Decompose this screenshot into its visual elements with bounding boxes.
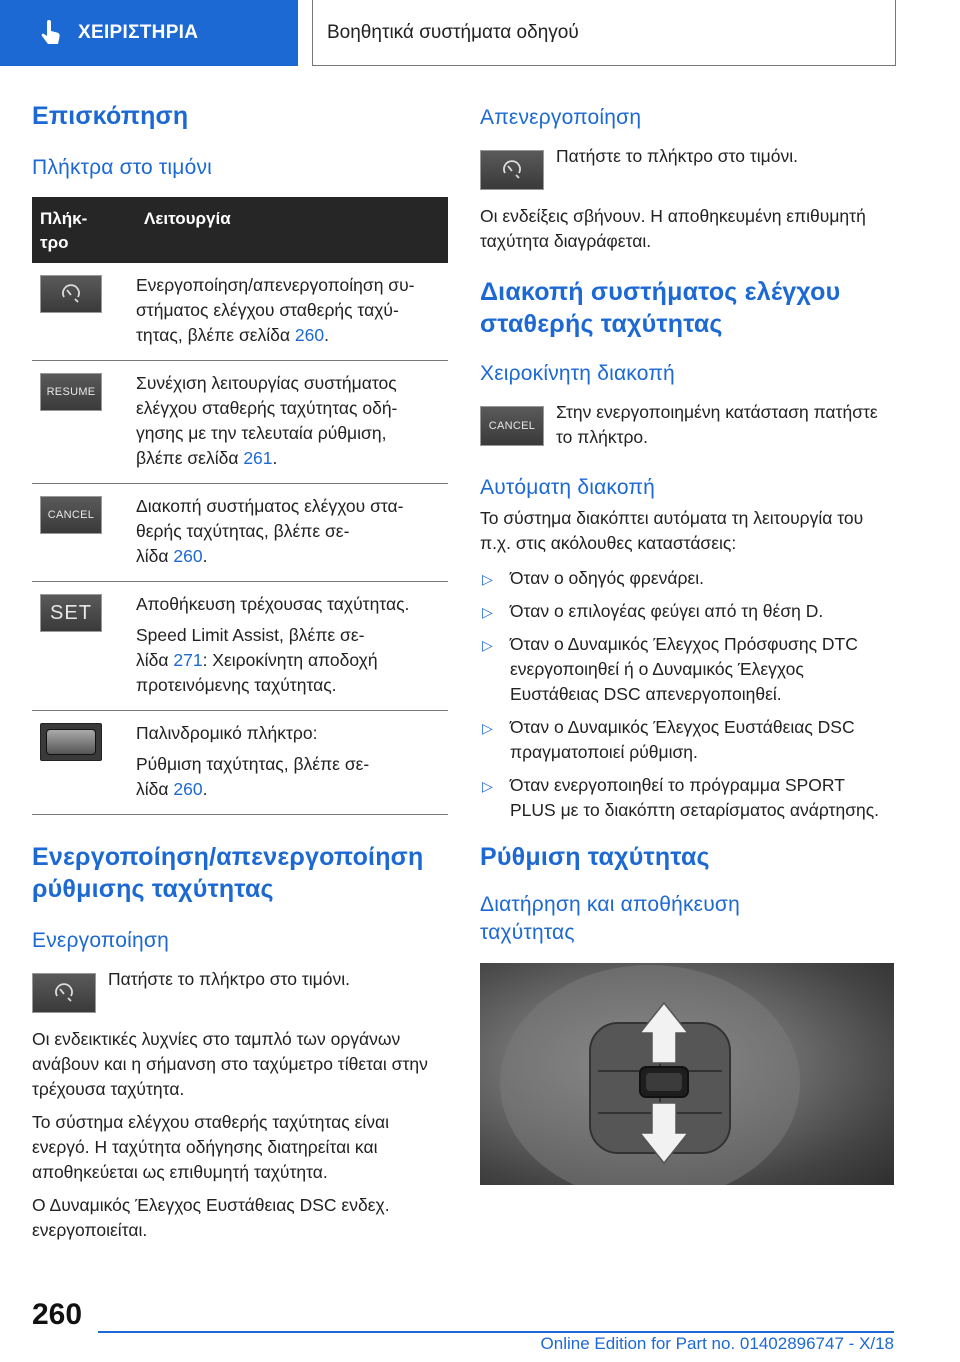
cruise-control-button-image (32, 973, 96, 1013)
page-number: 260 (32, 1298, 83, 1331)
triangle-bullet-icon: ▷ (482, 604, 493, 620)
left-column (32, 100, 448, 1243)
page-link[interactable]: 260 (294, 325, 325, 345)
cruise-control-button-image (480, 150, 544, 190)
rocker-switch-image (40, 723, 102, 761)
list-item: ▷ Όταν ο Δυναμικός Έλεγχος Πρόσφυσης DTC ενεργοποιηθεί ή ο Δυναμικός Έλεγχος Ευστάθειας DSC απενεργοποιηθεί. (482, 634, 858, 704)
table-row: Παλινδρομικό πλήκτρο: Ρύθμιση ταχύτητας, βλέπε σε- λίδα 260. (32, 711, 448, 815)
chapter-tab-label: ΧΕΙΡΙΣΤΗΡΙΑ (78, 22, 199, 43)
list-item: ▷ Όταν ο επιλογέας φεύγει από τη θέση D. (480, 599, 894, 624)
steering-buttons-heading: Πλήκτρα στο τιμόνι (32, 156, 213, 179)
steering-wheel-photo (480, 963, 894, 1185)
set-button-image: SET (40, 594, 102, 632)
page-link[interactable]: 271 (173, 650, 203, 670)
cancel-button-image: CANCEL (480, 406, 544, 446)
resume-button-image: RESUME (40, 373, 102, 411)
rocker-switch-icon (46, 729, 96, 755)
list-item: ▷ Όταν ο Δυναμικός Έλεγχος Ευστάθειας DSC πραγματοποιεί ρύθμιση. (482, 717, 855, 762)
enable-paragraph-1: Οι ενδεικτικές λυχνίες στο ταμπλό των οργάνων ανάβουν και η σήμανση στο ταχύμετρο τίθεται στην τρέχουσα ταχύτητα. (32, 1029, 428, 1099)
enable-paragraph-2: Το σύστημα ελέγχου σταθερής ταχύτητας είναι ενεργό. Η ταχύτητα οδήγησης διατηρείται και αποθηκεύεται ως επιθυμητή ταχύτητα. (32, 1112, 390, 1182)
auto-interrupt-list (480, 566, 894, 823)
table-row: Ενεργοποίηση/απενεργοποίηση συ- στήματος ελέγχου σταθερής ταχύ- τητας, βλέπε σελίδα 260. (32, 263, 448, 361)
page-link[interactable]: 260 (173, 546, 203, 566)
cancel-button-image: CANCEL (40, 496, 102, 534)
disable-heading: Απενεργοποίηση (480, 106, 642, 129)
enable-heading: Ενεργοποίηση (32, 929, 169, 952)
hand-pointer-icon (40, 20, 62, 46)
buttons-table (32, 197, 448, 815)
chapter-title-text: Βοηθητικά συστήματα οδηγού (327, 21, 579, 43)
table-header-button: Πλήκ- τρο (32, 197, 136, 263)
right-column (480, 100, 894, 1185)
footer-rule (98, 1331, 894, 1333)
table-row: SET Αποθήκευση τρέχουσας ταχύτητας. Speed Limit Assist, βλέπε σε- λίδα 271: Χειροκίνητη αποδοχή προτεινόμενης ταχύτητας. (32, 582, 448, 711)
cruise-control-button-image (40, 275, 102, 313)
auto-interrupt-intro: Το σύστημα διακόπτει αυτόματα τη λειτουργία του π.χ. στις ακόλουθες καταστάσεις: (480, 508, 864, 553)
disable-paragraph: Οι ενδείξεις σβήνουν. Η αποθηκευμένη επιθυμητή ταχύτητα διαγράφεται. (480, 206, 866, 251)
table-row: CANCEL Διακοπή συστήματος ελέγχου στα- θερής ταχύτητας, βλέπε σε- λίδα 260. (32, 484, 448, 582)
triangle-bullet-icon: ▷ (482, 571, 493, 587)
page-link[interactable]: 261 (243, 448, 273, 468)
enable-instruction: Πατήστε το πλήκτρο στο τιμόνι. (32, 967, 448, 1013)
overview-heading: Επισκόπηση (32, 102, 189, 130)
cruise-control-icon (60, 283, 82, 305)
manual-interrupt-heading: Χειροκίνητη διακοπή (480, 362, 675, 385)
speed-setting-heading: Ρύθμιση ταχύτητας (480, 843, 710, 871)
page-link[interactable]: 260 (173, 779, 203, 799)
manual-interrupt-instruction: CANCEL Στην ενεργοποιημένη κατάσταση πατήστε το πλήκτρο. (480, 400, 894, 450)
triangle-bullet-icon: ▷ (482, 720, 493, 736)
disable-instruction: Πατήστε το πλήκτρο στο τιμόνι. (480, 144, 894, 190)
list-item: ▷ Όταν ενεργοποιηθεί το πρόγραμμα SPORT PLUS με το διακόπτη σεταρίσματος ανάρτησης. (482, 775, 880, 820)
table-header-function: Λειτουργία (136, 197, 448, 263)
triangle-bullet-icon: ▷ (482, 637, 493, 653)
enable-paragraph-3: Ο Δυναμικός Έλεγχος Ευστάθειας DSC ενδεχ. ενεργοποιείται. (32, 1195, 390, 1240)
chapter-tab[interactable] (0, 0, 298, 66)
triangle-bullet-icon: ▷ (482, 778, 493, 794)
cruise-control-icon (501, 159, 523, 181)
keep-speed-heading: Διατήρηση και αποθήκευση ταχύτητας (480, 893, 740, 944)
interrupt-heading: Διακοπή συστήματος ελέγχου σταθερής ταχύτητας (480, 278, 841, 338)
toggle-heading: Ενεργοποίηση/απενεργοποίηση ρύθμισης ταχύτητας (32, 843, 424, 903)
table-row: RESUME Συνέχιση λειτουργίας συστήματος ελέγχου σταθερής ταχύτητας οδή- γησης με την τελευταία ρύθμιση, βλέπε σελίδα 261. (32, 361, 448, 484)
steering-rocker-illustration (480, 963, 894, 1185)
footer-edition: Online Edition for Part no. 01402896747 - X/18 (540, 1334, 894, 1353)
table-header-row (32, 197, 448, 263)
cruise-control-icon (53, 982, 75, 1004)
list-item: ▷ Όταν ο οδηγός φρενάρει. (480, 566, 894, 591)
auto-interrupt-heading: Αυτόματη διακοπή (480, 476, 656, 499)
chapter-title (312, 0, 896, 66)
